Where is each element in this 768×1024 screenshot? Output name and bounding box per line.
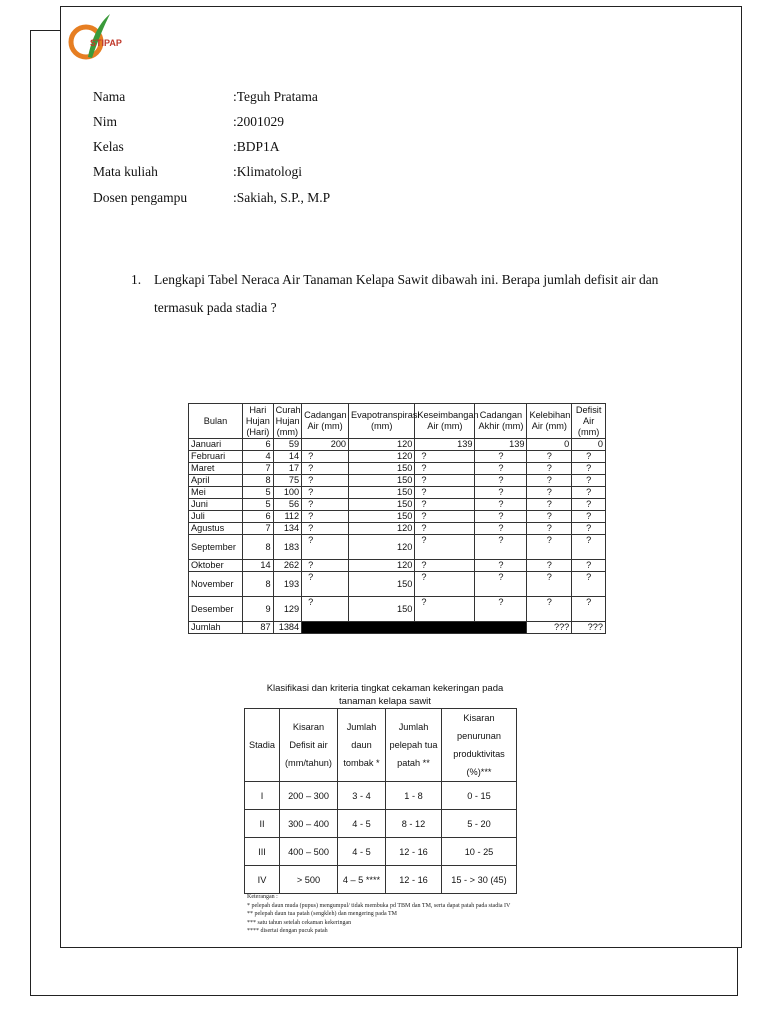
table-cell: 100 (273, 487, 302, 499)
table-cell: ? (572, 535, 606, 560)
table-cell: 0 - 15 (442, 782, 517, 810)
column-header: Keseimbangan Air (mm) (415, 404, 475, 439)
question-text-line2: termasuk pada stadia ? (154, 300, 277, 315)
water-balance-table (188, 403, 606, 634)
table-cell: 112 (273, 511, 302, 523)
table-cell: ? (527, 535, 572, 560)
table-cell: ? (527, 463, 572, 475)
table-cell: ? (415, 511, 475, 523)
table-cell: 120 (349, 523, 415, 535)
question-text-line1: Lengkapi Tabel Neraca Air Tanaman Kelapa Sawit dibawah ini. Berapa jumlah defisit air dan (154, 272, 659, 287)
table-cell: ? (475, 487, 527, 499)
table-row (245, 866, 517, 894)
column-header: Cadangan Akhir (mm) (475, 404, 527, 439)
table-cell: 6 (243, 439, 274, 451)
table-cell: 9 (243, 597, 274, 622)
table-row (189, 597, 606, 622)
table-cell: ? (415, 572, 475, 597)
classification-body (245, 782, 517, 894)
table-row (189, 572, 606, 597)
column-header: Jumlah daun tombak * (338, 709, 386, 782)
table-row (189, 463, 606, 475)
table-cell: ? (527, 487, 572, 499)
table-row (189, 535, 606, 560)
table-cell: ? (475, 523, 527, 535)
table-cell: 14 (243, 560, 274, 572)
table-cell: ? (527, 572, 572, 597)
table-cell: 7 (243, 463, 274, 475)
table-cell: 10 - 25 (442, 838, 517, 866)
table-cell: 56 (273, 499, 302, 511)
table-cell: Januari (189, 439, 243, 451)
column-header: Kelebihan Air (mm) (527, 404, 572, 439)
table-cell: ? (572, 560, 606, 572)
table-cell: ? (475, 597, 527, 622)
table-cell: September (189, 535, 243, 560)
table-cell: 150 (349, 487, 415, 499)
table-header-row (189, 404, 606, 439)
table-row (189, 560, 606, 572)
table-cell: ? (415, 535, 475, 560)
table-cell: 400 – 500 (280, 838, 338, 866)
table-row (189, 523, 606, 535)
note-line: * pelepah daun muda (pupus) mengumpul/ tidak membuka pd TBM dan TM, serta dapat patah pada stadia IV (247, 902, 511, 909)
column-header: Kisaran Defisit air (mm/tahun) (280, 709, 338, 782)
column-header: Cadangan Air (mm) (302, 404, 349, 439)
table-cell: ? (527, 499, 572, 511)
column-header: Stadia (245, 709, 280, 782)
table-cell: ? (415, 463, 475, 475)
table-cell: ? (475, 499, 527, 511)
table-cell: ? (572, 499, 606, 511)
table-cell: ? (415, 523, 475, 535)
table-row (189, 475, 606, 487)
table-cell: 139 (475, 439, 527, 451)
classification-title (200, 682, 570, 708)
table-cell: ? (527, 451, 572, 463)
table-cell: III (245, 838, 280, 866)
table-cell: 5 (243, 487, 274, 499)
table-cell: 17 (273, 463, 302, 475)
table-cell: Februari (189, 451, 243, 463)
water-balance-body (189, 439, 606, 622)
table-cell: 12 - 16 (386, 838, 442, 866)
table-cell: 7 (243, 523, 274, 535)
table-cell: 150 (349, 572, 415, 597)
table-cell: ? (302, 451, 349, 463)
identity-label: Mata kuliah (93, 164, 158, 179)
table-cell: 75 (273, 475, 302, 487)
table-cell: 5 - 20 (442, 810, 517, 838)
table-cell: 150 (349, 511, 415, 523)
total-defisit-air: ??? (572, 622, 606, 634)
table-cell: ? (572, 463, 606, 475)
table-cell: ? (302, 463, 349, 475)
column-header: Jumlah pelepah tua patah ** (386, 709, 442, 782)
question-number: 1. (131, 272, 142, 287)
column-header: Defisit Air (mm) (572, 404, 606, 439)
table-cell: 129 (273, 597, 302, 622)
table-cell: 8 (243, 475, 274, 487)
table-cell: 183 (273, 535, 302, 560)
table-cell: 4 - 5 (338, 838, 386, 866)
note-line: **** disertai dengan pucuk patah (247, 928, 328, 934)
table-cell: November (189, 572, 243, 597)
table-cell: ? (572, 475, 606, 487)
table-cell: II (245, 810, 280, 838)
table-cell: 200 – 300 (280, 782, 338, 810)
table-cell: ? (415, 451, 475, 463)
table-cell: ? (475, 560, 527, 572)
table-cell: ? (572, 572, 606, 597)
table-cell: Oktober (189, 560, 243, 572)
classification-title-line2: tanaman kelapa sawit (339, 696, 431, 707)
table-cell: ? (302, 560, 349, 572)
column-header: Curah Hujan (mm) (273, 404, 302, 439)
table-cell: I (245, 782, 280, 810)
column-header: Bulan (189, 404, 243, 439)
table-cell: 3 - 4 (338, 782, 386, 810)
table-cell: ? (572, 451, 606, 463)
table-cell: 120 (349, 535, 415, 560)
table-cell: ? (527, 597, 572, 622)
identity-label: Nim (93, 114, 118, 129)
table-row (189, 439, 606, 451)
table-cell: ? (475, 451, 527, 463)
column-header: Evapotranspirasi (mm) (349, 404, 415, 439)
table-row (189, 511, 606, 523)
table-cell: Maret (189, 463, 243, 475)
column-header: Hari Hujan (Hari) (243, 404, 274, 439)
identity-label: Kelas (93, 139, 124, 154)
table-cell: ? (302, 597, 349, 622)
note-line: Keterangan : (247, 894, 278, 900)
table-cell: 120 (349, 560, 415, 572)
table-cell: ? (302, 499, 349, 511)
table-cell: 134 (273, 523, 302, 535)
table-total-row (189, 622, 606, 634)
identity-value: :Teguh Pratama (233, 89, 318, 104)
blacked-out-cells (302, 622, 527, 634)
table-cell: 200 (302, 439, 349, 451)
table-cell: 5 (243, 499, 274, 511)
table-cell: ? (302, 487, 349, 499)
note-line: ** pelepah daun tua patah (sengkleh) dan mengering pada TM (247, 911, 398, 917)
total-curah-hujan: 1384 (273, 622, 302, 634)
table-cell: ? (302, 511, 349, 523)
table-cell: ? (415, 499, 475, 511)
table-cell: 193 (273, 572, 302, 597)
table-cell: 6 (243, 511, 274, 523)
table-cell: Mei (189, 487, 243, 499)
table-cell: 300 – 400 (280, 810, 338, 838)
table-cell: ? (475, 463, 527, 475)
table-cell: ? (527, 475, 572, 487)
identity-value: :2001029 (233, 114, 285, 129)
table-cell: 15 - > 30 (45) (442, 866, 517, 894)
column-header: Kisaran penurunan produktivitas (%)*** (442, 709, 517, 782)
table-cell: ? (475, 475, 527, 487)
table-cell: 150 (349, 499, 415, 511)
table-cell: ? (572, 523, 606, 535)
table-cell: ? (415, 597, 475, 622)
table-cell: 4 (243, 451, 274, 463)
table-cell: Agustus (189, 523, 243, 535)
table-cell: 8 (243, 572, 274, 597)
table-cell: 4 – 5 **** (338, 866, 386, 894)
table-cell: 12 - 16 (386, 866, 442, 894)
table-cell: 0 (527, 439, 572, 451)
table-cell: ? (415, 487, 475, 499)
table-cell: Juni (189, 499, 243, 511)
classification-table (244, 708, 517, 894)
table-cell: ? (302, 475, 349, 487)
table-row (245, 838, 517, 866)
table-cell: ? (475, 511, 527, 523)
table-header-row (245, 709, 517, 782)
table-cell: 120 (349, 451, 415, 463)
table-cell: ? (572, 487, 606, 499)
table-cell: ? (302, 523, 349, 535)
identity-label: Dosen pengampu (93, 190, 188, 205)
table-cell: 150 (349, 463, 415, 475)
table-cell: 59 (273, 439, 302, 451)
table-cell: ? (527, 511, 572, 523)
note-line: *** satu tahun setelah cekaman kekeringan (247, 919, 352, 926)
table-row (245, 810, 517, 838)
table-cell: 150 (349, 475, 415, 487)
table-cell: ? (475, 572, 527, 597)
table-cell: April (189, 475, 243, 487)
total-kelebihan-air: ??? (527, 622, 572, 634)
total-hari-hujan: 87 (243, 622, 274, 634)
table-cell: ? (572, 597, 606, 622)
table-cell: ? (415, 560, 475, 572)
notes (247, 893, 510, 936)
table-cell: 1 - 8 (386, 782, 442, 810)
table-cell: ? (527, 560, 572, 572)
table-row (189, 487, 606, 499)
table-cell: 139 (415, 439, 475, 451)
table-cell: ? (415, 475, 475, 487)
classification-title-line1: Klasifikasi dan kriteria tingkat cekaman kekeringan pada (266, 683, 504, 694)
table-cell: Juli (189, 511, 243, 523)
table-cell: Desember (189, 597, 243, 622)
identity-value: :BDP1A (233, 139, 280, 154)
table-cell: 150 (349, 597, 415, 622)
logo-text: STIPAP (90, 38, 122, 48)
table-row (245, 782, 517, 810)
identity-label: Nama (93, 89, 126, 104)
table-cell: 262 (273, 560, 302, 572)
table-cell: 8 - 12 (386, 810, 442, 838)
table-cell: 0 (572, 439, 606, 451)
table-cell: 120 (349, 439, 415, 451)
table-cell: IV (245, 866, 280, 894)
identity-value: :Sakiah, S.P., M.P (233, 190, 331, 205)
table-cell: ? (302, 572, 349, 597)
table-cell: ? (302, 535, 349, 560)
identity-value: :Klimatologi (233, 164, 302, 179)
table-cell: ? (527, 523, 572, 535)
table-cell: ? (475, 535, 527, 560)
total-label: Jumlah (189, 622, 243, 634)
table-cell: 14 (273, 451, 302, 463)
table-row (189, 499, 606, 511)
table-cell: ? (572, 511, 606, 523)
table-row (189, 451, 606, 463)
table-cell: 8 (243, 535, 274, 560)
table-cell: > 500 (280, 866, 338, 894)
table-cell: 4 - 5 (338, 810, 386, 838)
